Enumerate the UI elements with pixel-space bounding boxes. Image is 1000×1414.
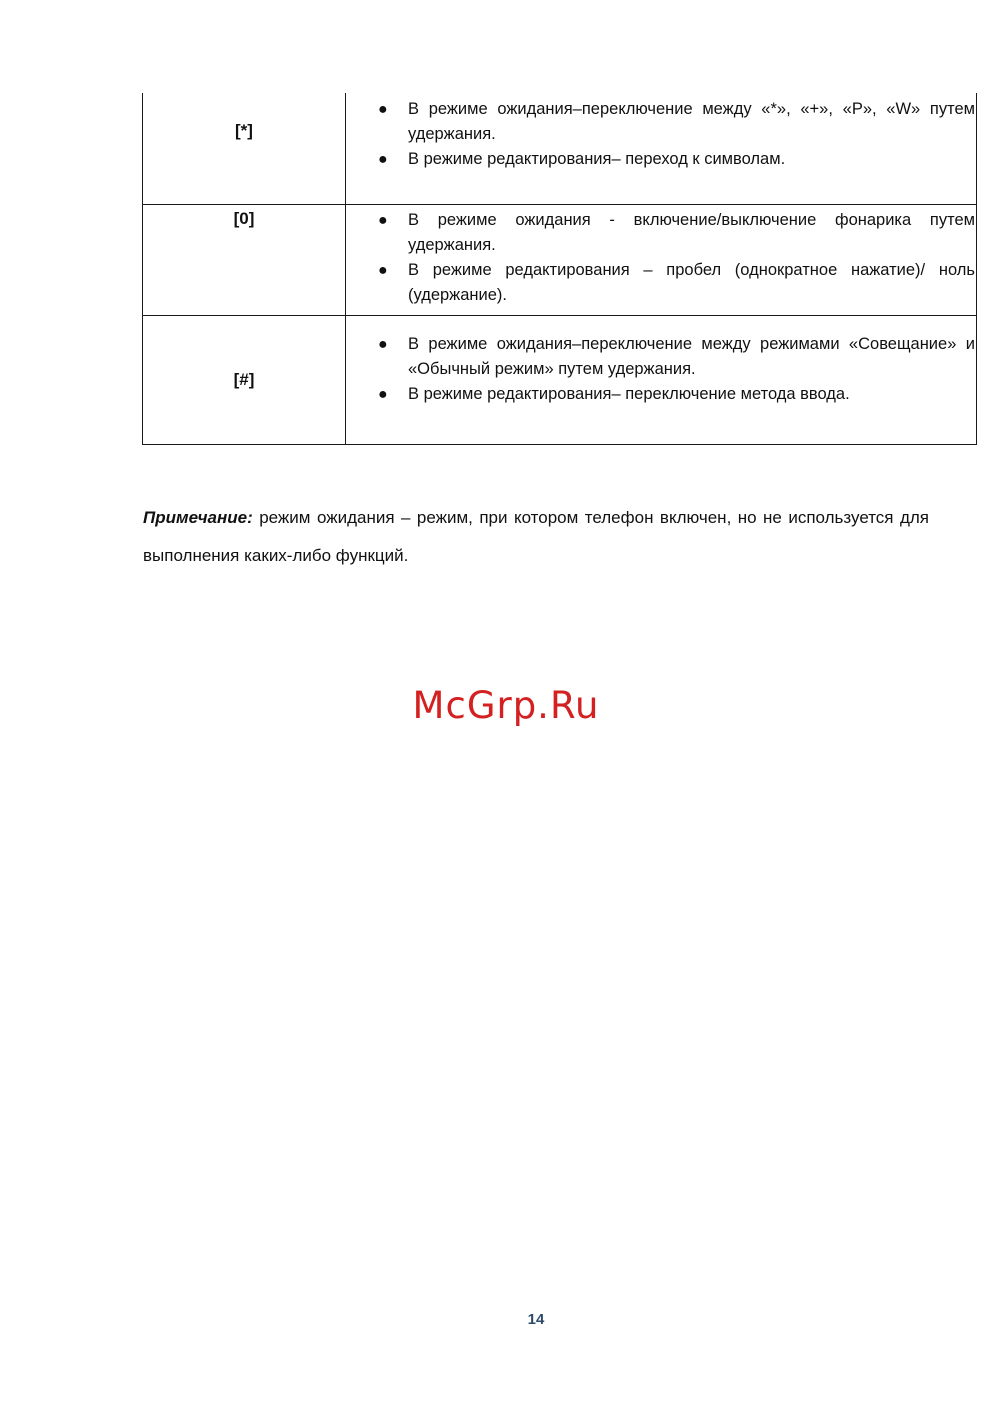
description-cell bbox=[346, 316, 977, 445]
keys-table bbox=[142, 93, 977, 445]
table-row-zero bbox=[143, 205, 977, 316]
list-item bbox=[378, 332, 976, 382]
key-cell-zero bbox=[143, 205, 346, 316]
note-label: Примечание: bbox=[143, 508, 253, 527]
list-item-text: В режиме ожидания–переключение между режимами «Совещание» и «Обычный режим» путем удержания. bbox=[408, 335, 975, 378]
key-cell-star bbox=[143, 93, 346, 205]
list-item-text: В режиме редактирования – пробел (однократное нажатие)/ ноль (удержание). bbox=[408, 261, 975, 304]
description-cell bbox=[346, 205, 977, 316]
list-item bbox=[378, 208, 976, 258]
list-item-text: В режиме редактирования– переход к символам. bbox=[408, 150, 786, 168]
list-item bbox=[378, 147, 976, 172]
bullet-icon: ● bbox=[378, 386, 388, 403]
list-item bbox=[378, 97, 976, 147]
description-cell bbox=[346, 93, 977, 205]
table-row-star bbox=[143, 93, 977, 205]
description-list bbox=[346, 316, 976, 407]
list-item-text: В режиме ожидания - включение/выключение фонарика путем удержания. bbox=[408, 211, 975, 254]
bullet-icon: ● bbox=[378, 151, 388, 168]
bullet-icon: ● bbox=[378, 336, 388, 353]
table-row-hash bbox=[143, 316, 977, 445]
description-list bbox=[346, 93, 976, 172]
list-item bbox=[378, 258, 976, 308]
list-item bbox=[378, 382, 976, 407]
note-paragraph bbox=[143, 499, 929, 575]
bullet-icon: ● bbox=[378, 262, 388, 279]
key-label: [#] bbox=[233, 370, 255, 389]
key-label: [0] bbox=[233, 209, 255, 228]
page-number: 14 bbox=[527, 1311, 545, 1328]
bullet-icon: ● bbox=[378, 101, 388, 118]
description-list bbox=[346, 205, 976, 308]
list-item-text: В режиме редактирования– переключение метода ввода. bbox=[408, 385, 850, 403]
key-label: [*] bbox=[235, 121, 253, 140]
bullet-icon: ● bbox=[378, 212, 388, 229]
list-item-text: В режиме ожидания–переключение между «*», «+», «P», «W» путем удержания. bbox=[408, 100, 975, 143]
watermark: McGrp.Ru bbox=[412, 684, 600, 727]
note-text: режим ожидания – режим, при котором телефон включен, но не используется для выполнения каких-либо функций. bbox=[143, 508, 930, 565]
key-cell-hash bbox=[143, 316, 346, 445]
